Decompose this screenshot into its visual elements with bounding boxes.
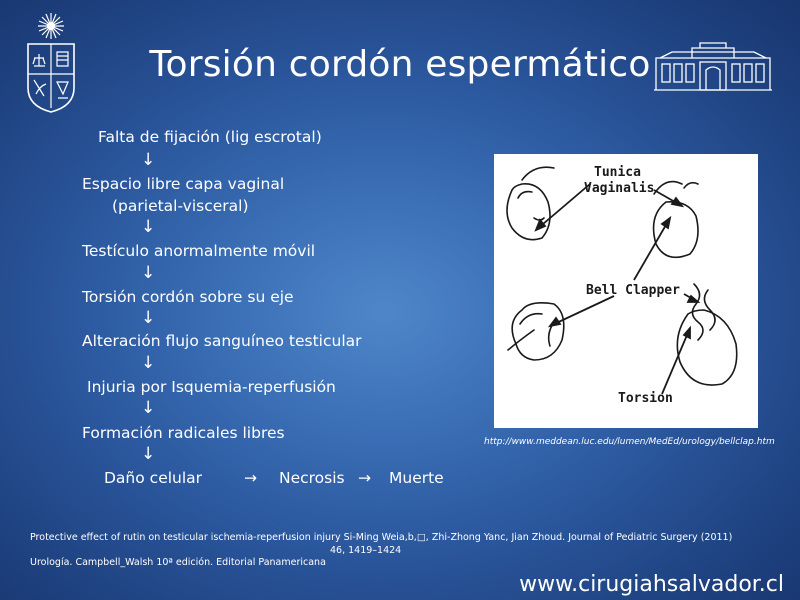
flow-step-espacio-libre: Espacio libre capa vaginal (82, 175, 285, 193)
flow-step-testiculo-movil: Testículo anormalmente móvil (82, 242, 316, 260)
final-muerte: Muerte (389, 469, 444, 487)
final-necrosis: Necrosis (279, 469, 345, 487)
flow-step-parietal-visceral: (parietal-visceral) (112, 197, 249, 215)
reference-line-1: Protective effect of rutin on testicular ischemia-reperfusion injury Si-Ming Weia,b,□, Zhi-Zhong Yanc, Jian Zhoud. Journal of Pediatric Surgery (2011) (30, 532, 733, 543)
label-tunica: Tunica (594, 165, 641, 180)
reference-line-2: 46, 1419–1424 (330, 545, 402, 556)
flow-step-radicales-libres: Formación radicales libres (82, 424, 285, 442)
flow-step-injuria-isquemia: Injuria por Isquemia-reperfusión (87, 378, 336, 396)
down-arrow-icon: ↓ (141, 398, 156, 418)
down-arrow-icon: ↓ (141, 308, 156, 328)
label-vaginalis: Vaginalis (584, 181, 655, 196)
website-url: www.cirugiahsalvador.cl (519, 572, 784, 597)
down-arrow-icon: ↓ (141, 150, 156, 170)
hospital-building-logo (652, 40, 774, 92)
reference-line-3: Urología. Campbell_Walsh 10ª edición. Editorial Panamericana (30, 557, 326, 568)
slide-title: Torsión cordón espermático (149, 44, 651, 85)
down-arrow-icon: ↓ (141, 444, 156, 464)
label-torsion: Torsion (618, 391, 673, 406)
down-arrow-icon: ↓ (141, 353, 156, 373)
figure-source-url: http://www.meddean.luc.edu/lumen/MedEd/urology/bellclap.htm (484, 437, 775, 447)
bell-clapper-figure (494, 154, 758, 428)
university-crest-logo (22, 10, 80, 114)
down-arrow-icon: ↓ (141, 217, 156, 237)
flow-step-torsion-cordon: Torsión cordón sobre su eje (82, 288, 294, 306)
right-arrow-icon: → (358, 469, 371, 487)
down-arrow-icon: ↓ (141, 263, 156, 283)
bell-clapper-illustration (494, 154, 758, 428)
final-dano-celular: Daño celular (104, 469, 203, 487)
right-arrow-icon: → (244, 469, 257, 487)
flow-step-alteracion-flujo: Alteración flujo sanguíneo testicular (82, 332, 362, 350)
label-bell-clapper: Bell Clapper (586, 283, 680, 298)
flow-step-falta-fijacion: Falta de fijación (lig escrotal) (98, 128, 322, 146)
